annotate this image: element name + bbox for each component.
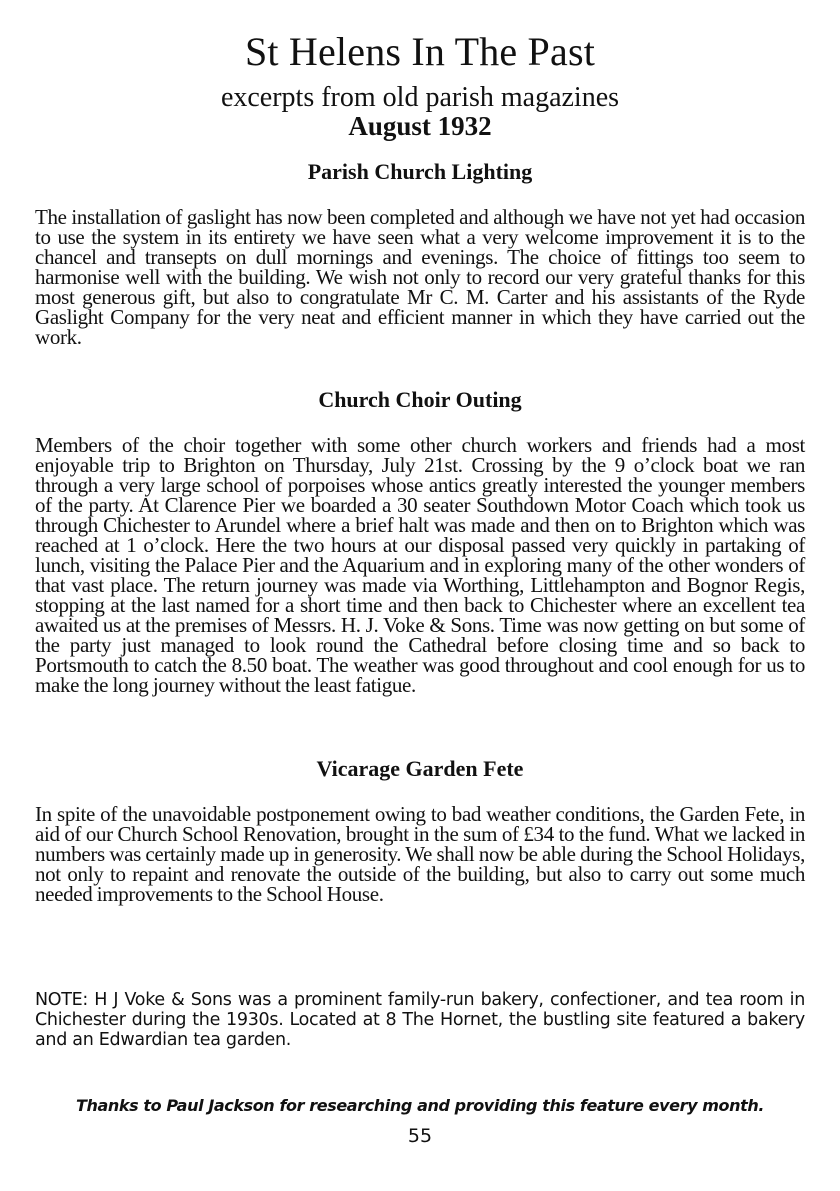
section-body-garden-fete: In spite of the unavoidable postponement owing to bad weather conditions, the Garden Fete, in aid of our Church School Renovation, brought in the sum of £34 to the fund. What we lacked in numbers was certainly made up in generosity. We shall now be able during the School Holidays, not only to repaint and renovate the outside of the building, but also to carry out some much needed improvements to the School House.	[35, 802, 805, 906]
section-heading-lighting: Parish Church Lighting	[307, 159, 533, 184]
section-body-lighting: The installation of gaslight has now been completed and although we have not yet had occasion to use the system in its entirety we have seen what a very welcome improvement it is to the chancel and transepts on dull mornings and evenings. The choice of fittings too seem to harmonise well with the building. We wish not only to record our very grateful thanks for this most generous gift, but also to congratulate Mr C. M. Carter and his assistants of the Ryde Gaslight Company for the very neat and efficient manner in which they have carried out the work.	[35, 205, 805, 349]
section-heading-choir-outing: Church Choir Outing	[318, 387, 522, 412]
acknowledgement-line: Thanks to Paul Jackson for researching and providing this feature every month.	[75, 1096, 765, 1115]
issue-date: August 1932	[348, 111, 492, 141]
editor-note: NOTE: H J Voke & Sons was a prominent family-run bakery, confectioner, and tea room in Chichester during the 1930s. Located at 8 The Hornet, the bustling site featured a bakery and an Edwardian tea garden.	[35, 990, 805, 1050]
page-subtitle: excerpts from old parish magazines	[220, 82, 620, 113]
page-title: St Helens In The Past	[244, 29, 596, 74]
section-heading-garden-fete: Vicarage Garden Fete	[316, 756, 524, 781]
section-body-choir-outing: Members of the choir together with some other church workers and friends had a most enjoyable trip to Brighton on Thursday, July 21st. Crossing by the 9 o’clock boat we ran through a very large school of porpoises whose antics greatly interested the younger members of the party. At Clarence Pier we boarded a 30 seater Southdown Motor Coach which took us through Chichester to Arundel where a brief halt was made and then on to Brighton which was reached at 1 o’clock. Here the two hours at our disposal passed very quickly in partaking of lunch, visiting the Palace Pier and the Aquarium and in exploring many of the other wonders of that vast place. The return journey was made via Worthing, Littlehampton and Bognor Regis, stopping at the last named for a short time and then back to Chichester where an excellent tea awaited us at the premises of Messrs. H. J. Voke & Sons. Time was now getting on but some of the party just managed to look round the Cathedral before closing time and so back to Portsmouth to catch the 8.50 boat. The weather was good throughout and cool enough for us to make the long journey without the least fatigue.	[35, 433, 805, 697]
page-number: 55	[407, 1125, 433, 1147]
